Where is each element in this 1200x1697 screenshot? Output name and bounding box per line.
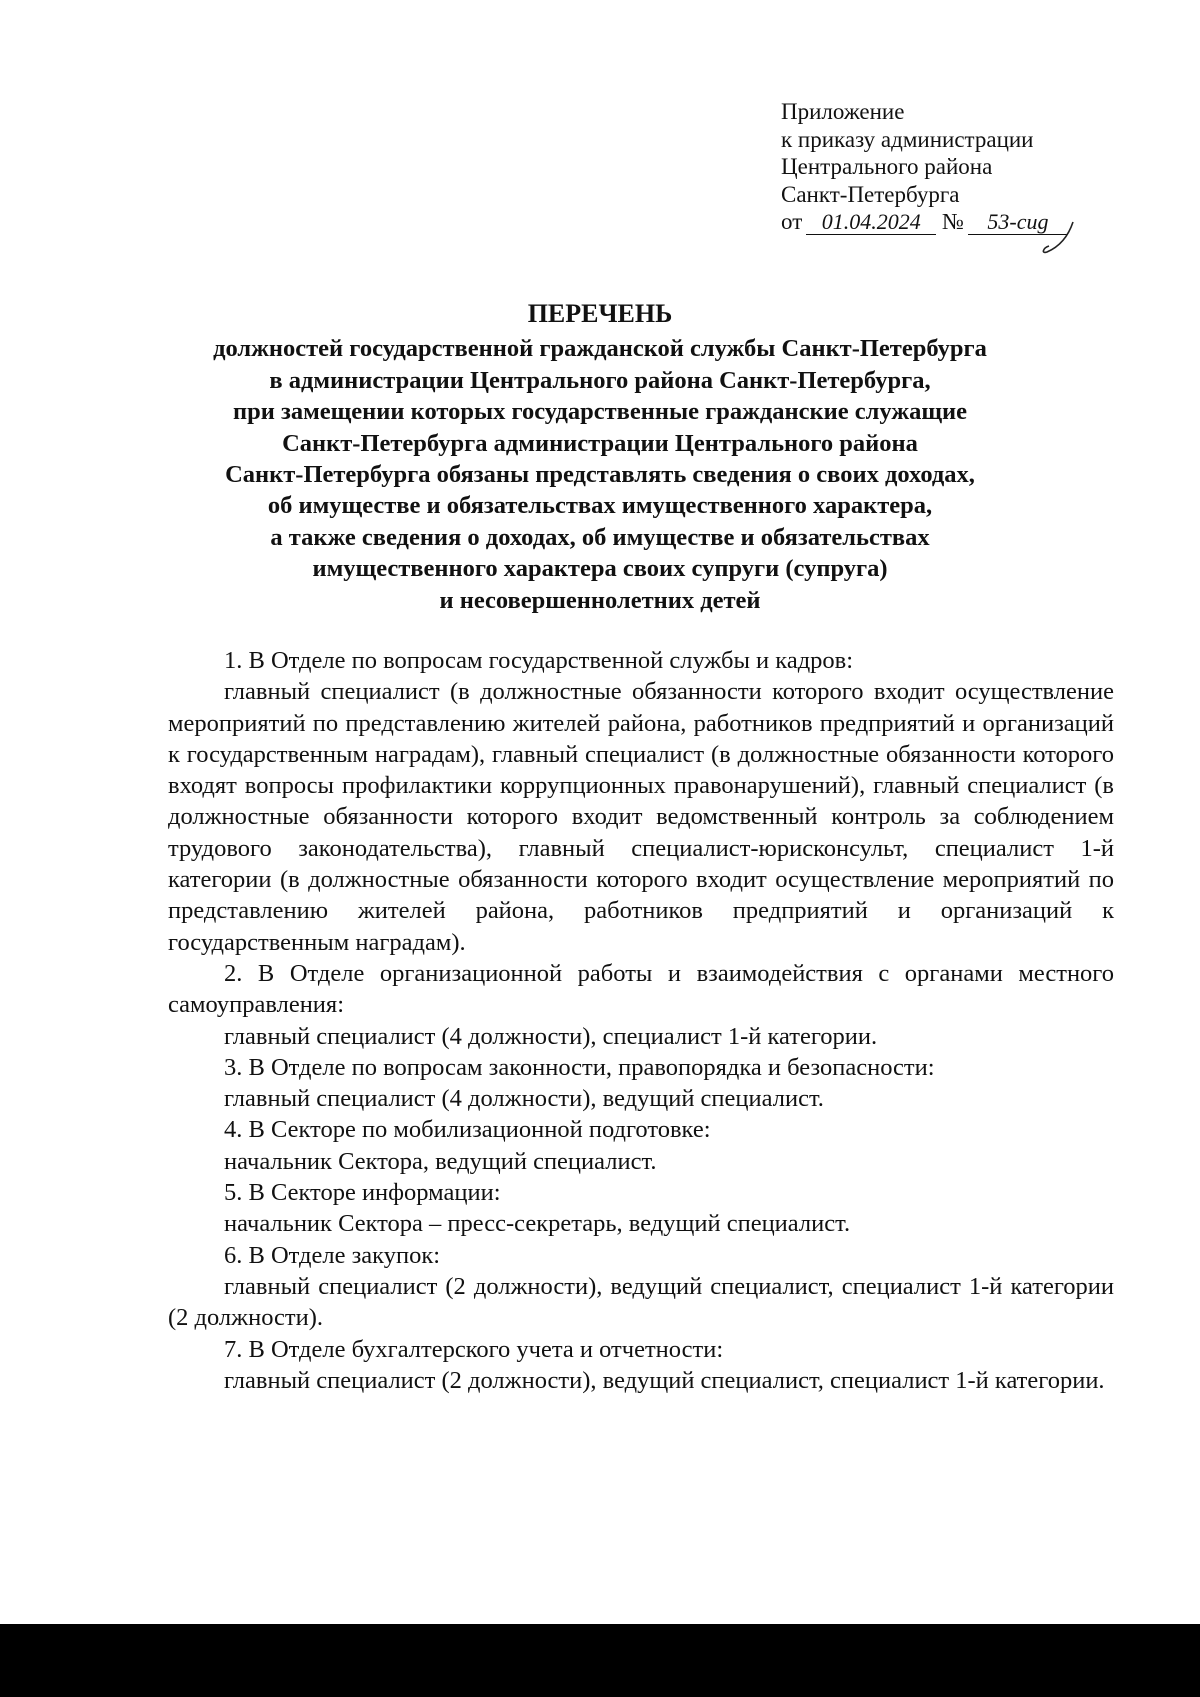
section-2-heading: 2. В Отделе организационной работы и взаимодействия с органами местного самоуправления: [168,959,1114,1019]
section-2-positions: главный специалист (4 должности), специалист 1-й категории. [224,1022,878,1050]
title-line-5: Санкт-Петербурга обязаны представлять сведения о своих доходах, [225,461,975,489]
attachment-line-1: Приложение [781,99,905,124]
handwritten-number: 53-cug [968,210,1068,235]
section-1-heading: 1. В Отделе по вопросам государственной службы и кадров: [224,647,854,674]
section-7-heading: 7. В Отделе бухгалтерского учета и отчетности: [224,1335,724,1363]
title-line-4: Санкт-Петербурга администрации Центрального района [282,429,918,457]
attachment-line-2: к приказу администрации [781,126,1034,152]
section-5-positions: начальник Сектора – пресс-секретарь, ведущий специалист. [224,1210,851,1238]
number-label: № [942,209,964,234]
handwritten-date: 01.04.2024 [806,210,936,235]
section-5-heading: 5. В Секторе информации: [224,1179,501,1207]
section-6-positions: главный специалист (2 должности), ведущий специалист, специалист 1-й категории (2 должности). [168,1272,1114,1332]
document-body [168,645,1114,1396]
order-date-number [781,208,1068,236]
section-4-positions: начальник Сектора, ведущий специалист. [224,1147,657,1175]
attachment-line-4: Санкт-Петербурга [781,181,960,207]
title-line-2: в администрации Центрального района Санкт-Петербурга, [269,366,931,394]
title-heading: ПЕРЕЧЕНЬ [527,299,673,328]
title-line-9: и несовершеннолетних детей [439,586,761,614]
section-3-heading: 3. В Отделе по вопросам законности, правопорядка и безопасности: [224,1053,935,1081]
title-line-3: при замещении которых государственные гражданские служащие [232,398,968,426]
section-4-heading: 4. В Секторе по мобилизационной подготовке: [224,1116,711,1144]
section-1-positions: главный специалист (в должностные обязанности которого входит осуществление мероприятий по представлению жителей района, работников предприятий и организаций к государственным наградам), главный специалист (в должностные обязанности которого входят вопросы профилактики коррупционных правонарушений), главный специалист (в должностные обязанности которого входит ведомственный контроль за соблюдением трудового законодательства), главный специалист-юрисконсульт, специалист 1-й категории (в должностные обязанности которого входит осуществление мероприятий по представлению жителей района, работников предприятий и организаций к государственным наградам). [168,678,1114,956]
title-line-8: имущественного характера своих супруги (супруга) [312,555,888,583]
title-line-1: должностей государственной гражданской службы Санкт-Петербурга [213,335,987,363]
from-label: от [781,209,803,234]
attachment-stamp [781,98,1068,236]
section-6-heading: 6. В Отделе закупок: [224,1241,441,1269]
section-7-positions: главный специалист (2 должности), ведущий специалист, специалист 1-й категории. [224,1366,1105,1394]
section-3-positions: главный специалист (4 должности), ведущий специалист. [224,1085,824,1113]
scan-bottom-border [0,1624,1200,1697]
title-line-7: а также сведения о доходах, об имуществе и обязательствах [270,523,930,551]
handwriting-flourish-icon [1039,220,1079,256]
document-title [150,298,1050,616]
title-line-6: об имуществе и обязательствах имущественного характера, [267,492,933,520]
attachment-line-3: Центрального района [781,154,993,179]
